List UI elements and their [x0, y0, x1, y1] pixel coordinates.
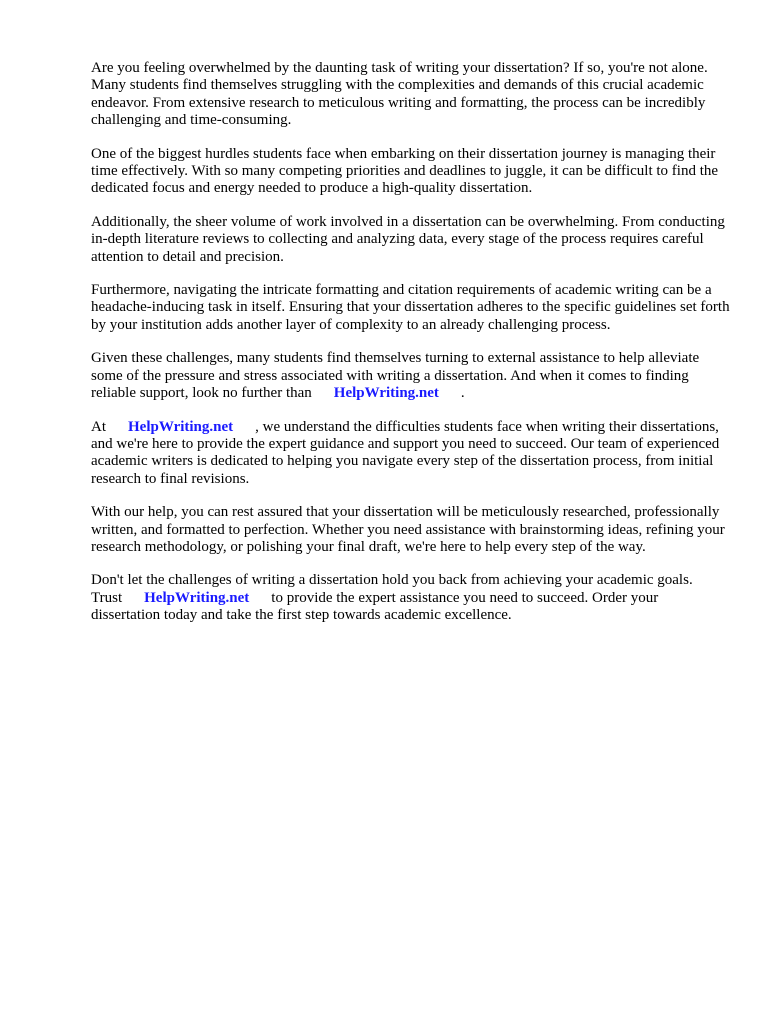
- paragraph-text: At: [91, 418, 106, 435]
- paragraph-text: Trust: [91, 589, 123, 606]
- paragraph-formatting: Furthermore, navigating the intricate formatting and citation requirements of academic writing can be a headache-inducing task in itself. Ensuring that your dissertation adheres to the specific guidelines set forth by your institution adds another layer of complexity to an already challenging process.: [91, 282, 730, 333]
- document-body: [91, 60, 731, 641]
- paragraph-time-management: One of the biggest hurdles students face when embarking on their dissertation journey is managing their time effectively. With so many competing priorities and deadlines to juggle, it can be difficult to find the dedicated focus and energy needed to produce a high-quality dissertation.: [91, 145, 719, 197]
- paragraph-text: .: [460, 385, 465, 402]
- paragraph-text: to provide the expert assistance you need to succeed. Order your dissertation today and take the first step towards academic excellence.: [91, 589, 659, 624]
- paragraph-intro: Are you feeling overwhelmed by the daunting task of writing your dissertation? If so, you're not alone. Many students find themselves struggling with the complexities and demands of this crucial academic endeavor. From extensive research to meticulous writing and formatting, the process can be incredibly challenging and time-consuming.: [91, 60, 708, 129]
- helpwriting-link[interactable]: HelpWriting.net: [128, 418, 234, 435]
- helpwriting-link[interactable]: HelpWriting.net: [333, 385, 439, 402]
- helpwriting-link[interactable]: HelpWriting.net: [144, 589, 250, 606]
- paragraph-about-service: [91, 419, 731, 489]
- paragraph-workload: Additionally, the sheer volume of work involved in a dissertation can be overwhelming. From conducting in-depth literature reviews to collecting and analyzing data, every stage of the process requires careful attention to detail and precision.: [91, 213, 725, 265]
- paragraph-benefits: With our help, you can rest assured that your dissertation will be meticulously researched, professionally written, and formatted to perfection. Whether you need assistance with brainstorming ideas, refining your research methodology, or polishing your final draft, we're here to help every step of the way.: [91, 504, 725, 555]
- paragraph-call-to-action: [91, 572, 731, 624]
- paragraph-text: Given these challenges, many students find themselves turning to external assistance to help alleviate some of the pressure and stress associated with writing a dissertation. And when it comes to finding reliable support, look no further than: [91, 350, 700, 402]
- paragraph-text: Don't let the challenges of writing a dissertation hold you back from achieving your academic goals.: [91, 572, 693, 589]
- paragraph-external-help: [91, 350, 731, 402]
- paragraph-text: , we understand the difficulties students face when writing their dissertations, and we're here to provide the expert guidance and support you need to succeed. Our team of experienced academic writers is dedicated to helping you navigate every step of the dissertation process, from initial research to final revisions.: [91, 418, 720, 487]
